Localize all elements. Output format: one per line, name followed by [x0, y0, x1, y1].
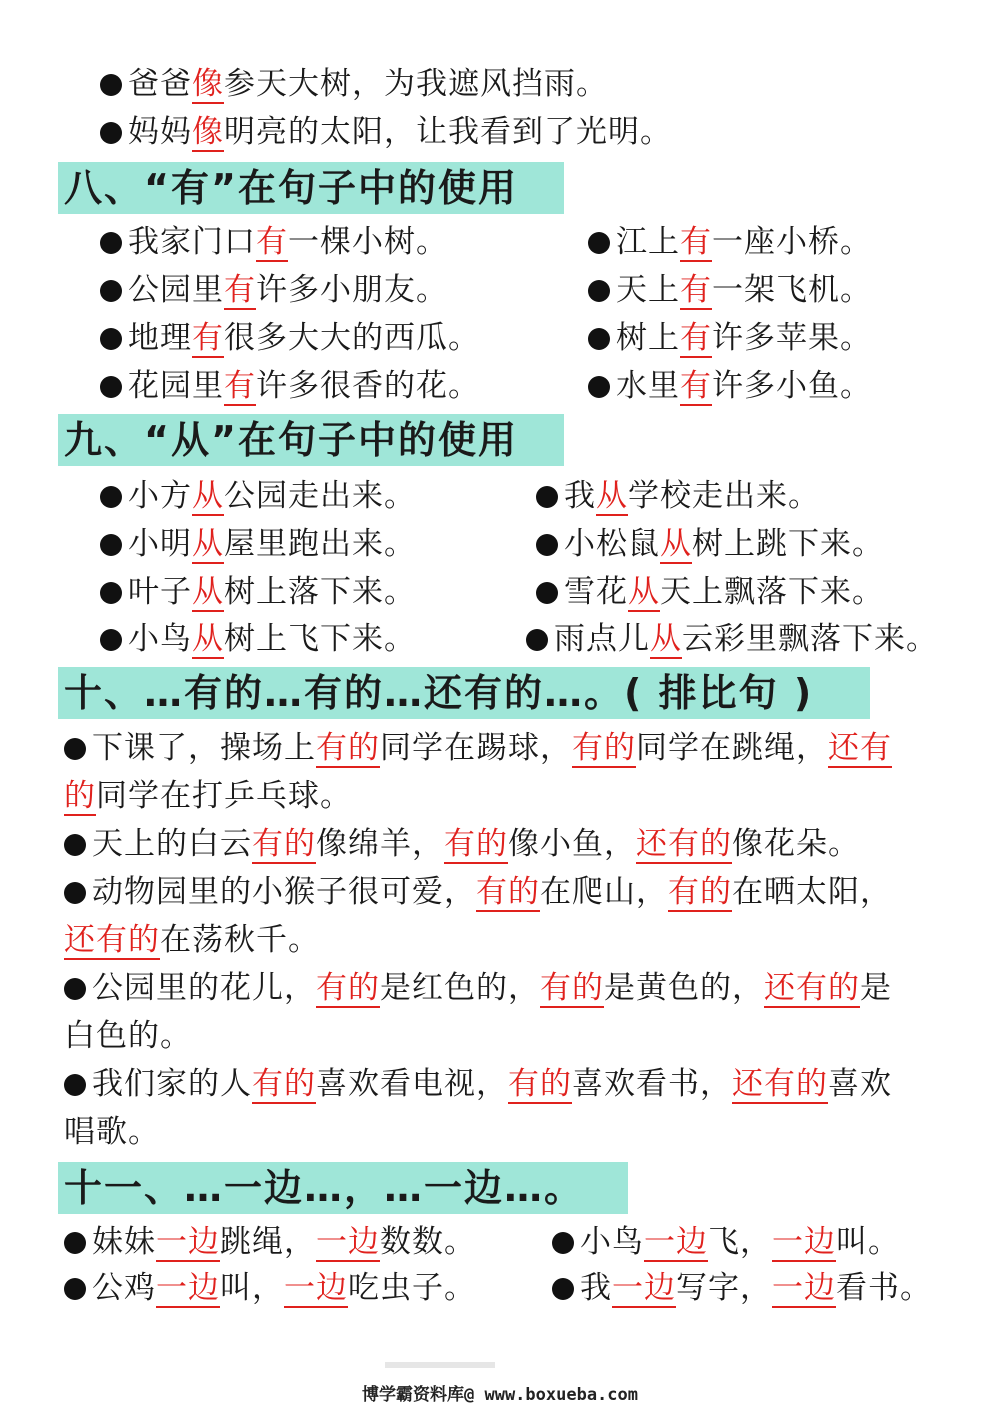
bullet-icon [64, 1232, 86, 1254]
sentence: 小方从公园走出来。 [100, 474, 416, 518]
sentence-cont: 的同学在打乒乓球。 [64, 778, 352, 814]
sentence: 小明从屋里跑出来。 [100, 522, 416, 566]
footer-watermark: 博学霸资料库@ www.boxueba.com [362, 1385, 638, 1405]
bullet-icon [64, 738, 86, 760]
sentence: 江上有一座小桥。 [588, 220, 872, 264]
bullet-icon [100, 486, 122, 508]
section-heading-11: 十一、…一边…，…一边…。 [58, 1162, 628, 1214]
sentence: 妈妈像明亮的太阳，让我看到了光明。 [100, 110, 672, 154]
sentence-cont: 还有的在荡秋千。 [64, 922, 320, 958]
sentence: 水里有许多小鱼。 [588, 364, 872, 408]
bullet-icon [100, 629, 122, 651]
bullet-icon [100, 122, 122, 144]
sentence: 小鸟一边飞，一边叫。 [552, 1220, 900, 1264]
bullet-icon [588, 280, 610, 302]
bullet-icon [64, 882, 86, 904]
sentence: 公鸡一边叫，一边吃虫子。 [64, 1266, 476, 1310]
bullet-icon [536, 582, 558, 604]
sentence: 天上的白云有的像绵羊，有的像小鱼，还有的像花朵。 [64, 822, 860, 866]
section-heading-10: 十、…有的…有的…还有的…。( 排比句 ) [58, 667, 870, 719]
sentence: 地理有很多大大的西瓜。 [100, 316, 480, 360]
sentence: 天上有一架飞机。 [588, 268, 872, 312]
sentence-cont: 唱歌。 [64, 1114, 160, 1150]
sentence: 动物园里的小猴子很可爱，有的在爬山，有的在晒太阳， [64, 870, 892, 914]
sentence: 公园里的花儿，有的是红色的，有的是黄色的，还有的是 [64, 966, 892, 1010]
bullet-icon [552, 1278, 574, 1300]
bullet-icon [100, 582, 122, 604]
bullet-icon [64, 978, 86, 1000]
sentence: 小鸟从树上飞下来。 [100, 617, 416, 661]
bullet-icon [100, 74, 122, 96]
sentence: 爸爸像参天大树，为我遮风挡雨。 [100, 62, 608, 106]
sentence: 我一边写字，一边看书。 [552, 1266, 932, 1310]
sentence: 雪花从天上飘落下来。 [536, 570, 884, 614]
bullet-icon [588, 376, 610, 398]
bullet-icon [588, 232, 610, 254]
sentence: 公园里有许多小朋友。 [100, 268, 448, 312]
bullet-icon [100, 328, 122, 350]
bullet-icon [536, 486, 558, 508]
bullet-icon [64, 1278, 86, 1300]
sentence: 妹妹一边跳绳，一边数数。 [64, 1220, 476, 1264]
section-heading-8: 八、“有”在句子中的使用 [58, 162, 564, 214]
bullet-icon [526, 629, 548, 651]
sentence: 花园里有许多很香的花。 [100, 364, 480, 408]
section-heading-9: 九、“从”在句子中的使用 [58, 414, 564, 466]
sentence: 我们家的人有的喜欢看电视，有的喜欢看书，还有的喜欢 [64, 1062, 892, 1106]
bullet-icon [100, 534, 122, 556]
sentence: 我从学校走出来。 [536, 474, 820, 518]
bullet-icon [588, 328, 610, 350]
sentence: 我家门口有一棵小树。 [100, 220, 448, 264]
bullet-icon [64, 1074, 86, 1096]
bullet-icon [100, 280, 122, 302]
sentence: 树上有许多苹果。 [588, 316, 872, 360]
sentence: 下课了，操场上有的同学在踢球，有的同学在跳绳，还有 [64, 726, 892, 770]
faint-watermark [385, 1362, 495, 1368]
sentence: 叶子从树上落下来。 [100, 570, 416, 614]
sentence: 小松鼠从树上跳下来。 [536, 522, 884, 566]
bullet-icon [536, 534, 558, 556]
bullet-icon [100, 232, 122, 254]
sentence: 雨点儿从云彩里飘落下来。 [526, 617, 938, 661]
bullet-icon [552, 1232, 574, 1254]
sentence-cont: 白色的。 [64, 1018, 192, 1054]
bullet-icon [64, 834, 86, 856]
bullet-icon [100, 376, 122, 398]
